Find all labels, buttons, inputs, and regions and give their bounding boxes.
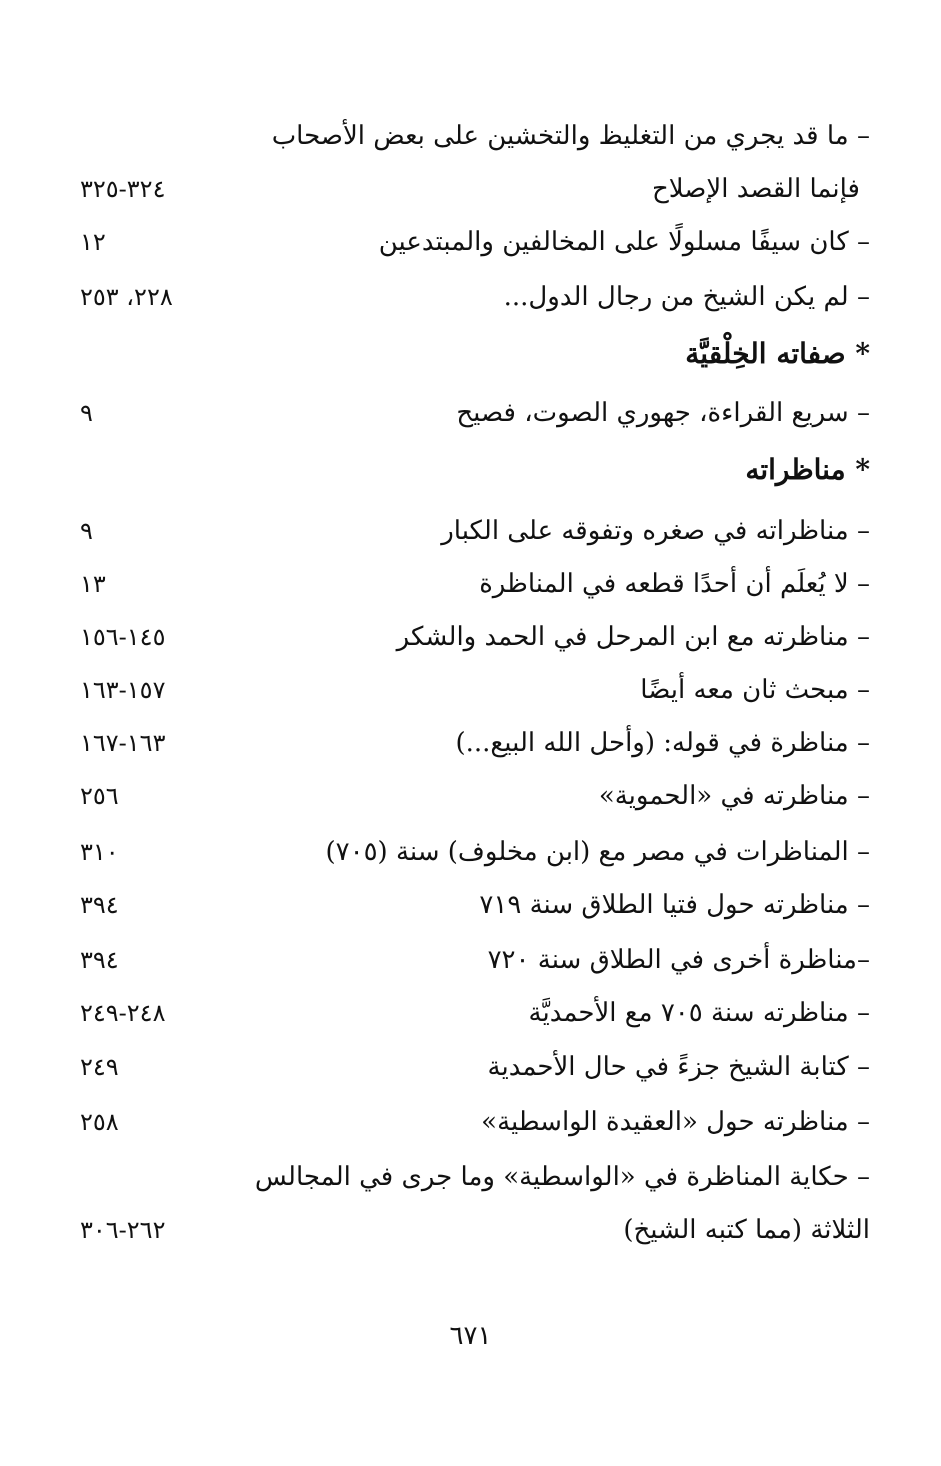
section-heading <box>80 444 870 496</box>
entry-text: – مناظرة في قوله: (وأحل الله البيع...) <box>455 728 870 758</box>
index-entry <box>80 216 870 268</box>
index-entry <box>80 770 870 822</box>
entry-pages: ٢٦٢-٣٠٦ <box>80 1216 166 1244</box>
entry-pages: ٢٢٨، ٢٥٣ <box>80 283 173 311</box>
index-entry <box>80 934 870 986</box>
entry-pages: ٣١٠ <box>80 838 119 866</box>
entry-pages: ٢٤٩ <box>80 1053 119 1081</box>
entry-text: – مناظرته حول «العقيدة الواسطية» <box>481 1107 870 1137</box>
index-entry <box>80 505 870 557</box>
section-title: * صفاته الخِلْقيَّة <box>685 337 870 370</box>
entry-pages: ١٤٥-١٥٦ <box>80 623 166 651</box>
entry-text: – لا يُعلَم أن أحدًا قطعه في المناظرة <box>479 569 870 599</box>
index-entry <box>80 387 870 439</box>
entry-text: – سريع القراءة، جهوري الصوت، فصيح <box>456 398 870 428</box>
entry-pages: ١٦٣-١٦٧ <box>80 729 166 757</box>
index-entry <box>80 611 870 663</box>
index-entry <box>80 664 870 716</box>
entry-text: – مناظرته سنة ٧٠٥ مع الأحمديَّة <box>528 998 870 1028</box>
entry-text: الثلاثة (مما كتبه الشيخ) <box>623 1215 870 1245</box>
section-title: * مناظراته <box>745 453 870 486</box>
entry-text: – ما قد يجري من التغليظ والتخشين على بعض الأصحاب <box>271 121 870 151</box>
entry-pages: ٩ <box>80 399 93 427</box>
index-entry <box>80 110 870 162</box>
entry-text: – مناظراته في صغره وتفوقه على الكبار <box>441 516 870 546</box>
entry-text: –مناظرة أخرى في الطلاق سنة ٧٢٠ <box>487 945 870 975</box>
entry-pages: ٢٥٨ <box>80 1108 119 1136</box>
entry-text: – حكاية المناظرة في «الواسطية» وما جرى في المجالس <box>254 1162 870 1192</box>
entry-text: – مناظرته مع ابن المرحل في الحمد والشكر <box>396 622 870 652</box>
index-entry <box>80 1096 870 1148</box>
entry-text: – المناظرات في مصر مع (ابن مخلوف) سنة (٧٠٥) <box>325 837 870 867</box>
index-entry <box>80 826 870 878</box>
entry-pages: ٣٩٤ <box>80 891 119 919</box>
entry-text: فإنما القصد الإصلاح <box>652 174 860 204</box>
section-heading <box>80 328 870 380</box>
entry-pages: ٣٢٤-٣٢٥ <box>80 175 166 203</box>
index-entry <box>80 271 870 323</box>
entry-pages: ٢٤٨-٢٤٩ <box>80 999 166 1027</box>
entry-text: – مبحث ثان معه أيضًا <box>640 675 870 705</box>
entry-pages: ٣٩٤ <box>80 946 119 974</box>
index-entry <box>80 558 870 610</box>
entry-pages: ١٢ <box>80 228 106 256</box>
index-entry <box>80 163 870 215</box>
entry-text: – كان سيفًا مسلولًا على المخالفين والمبتدعين <box>378 227 870 257</box>
index-entry <box>80 987 870 1039</box>
index-entry <box>80 717 870 769</box>
entry-text: – مناظرته حول فتيا الطلاق سنة ٧١٩ <box>479 890 870 920</box>
entry-text: – لم يكن الشيخ من رجال الدول... <box>503 282 870 312</box>
entry-text: – مناظرته في «الحموية» <box>598 781 870 811</box>
page-number: ٦٧١ <box>449 1321 492 1351</box>
entry-pages: ١٣ <box>80 570 106 598</box>
entry-text: – كتابة الشيخ جزءً في حال الأحمدية <box>487 1052 870 1082</box>
index-entry <box>80 1041 870 1093</box>
index-entry <box>80 1204 870 1256</box>
entry-pages: ٢٥٦ <box>80 782 119 810</box>
entry-pages: ١٥٧-١٦٣ <box>80 676 166 704</box>
index-entry <box>80 1151 870 1203</box>
entry-pages: ٩ <box>80 517 93 545</box>
index-entry <box>80 879 870 931</box>
